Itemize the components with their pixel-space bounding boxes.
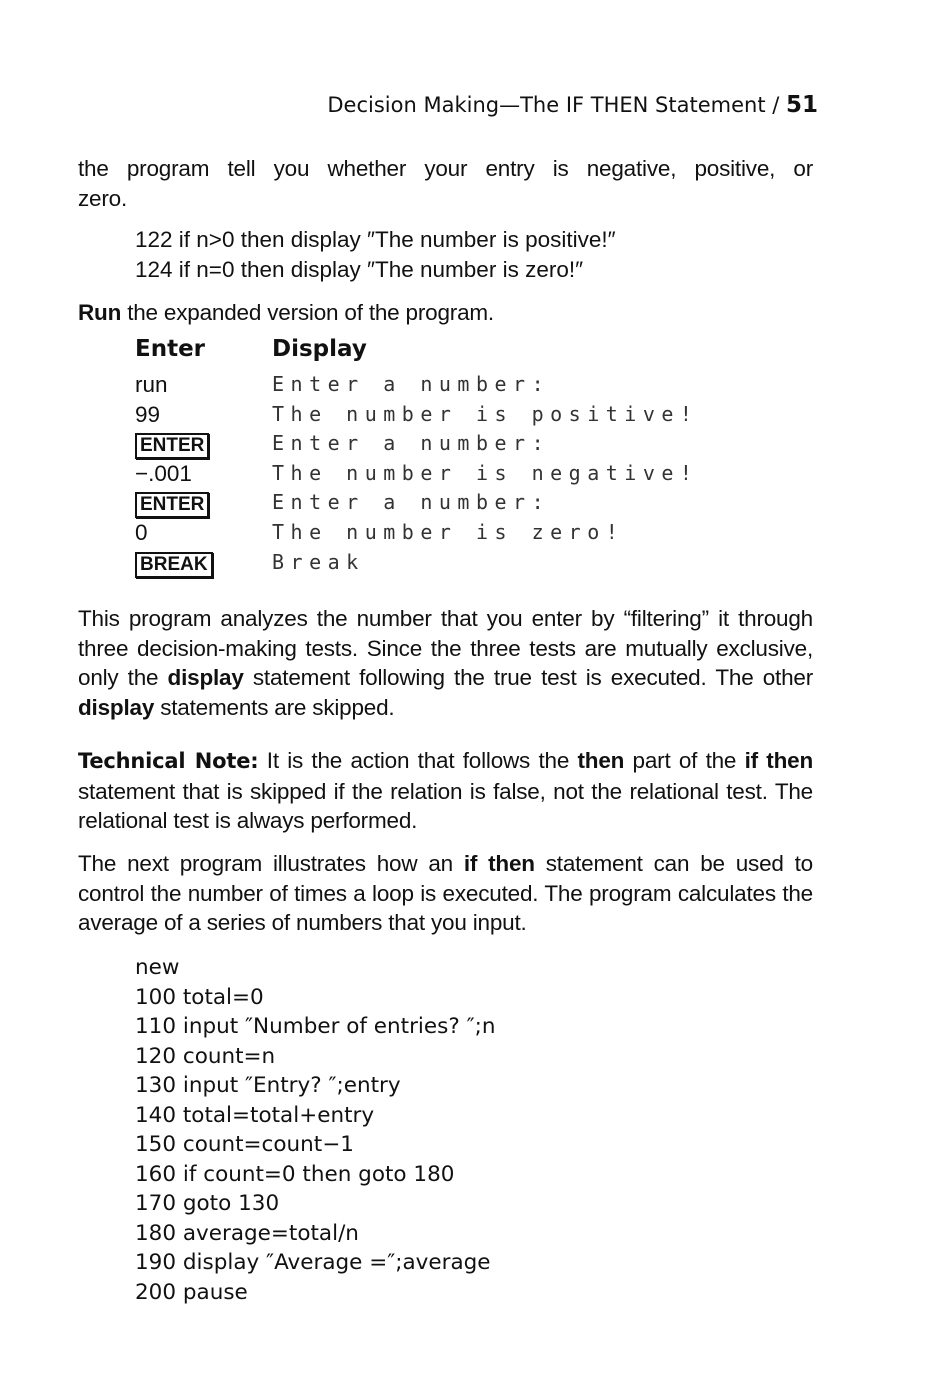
enter-cell — [135, 490, 209, 518]
code-line: 170 goto 130 — [135, 1191, 280, 1216]
tech-note-bold: if then — [744, 748, 813, 773]
display-cell: Enter a number: — [272, 490, 551, 515]
code-line: 110 input ″Number of entries? ″;n — [135, 1014, 496, 1039]
display-column-header: Display — [272, 336, 367, 362]
keycap-enter: ENTER — [135, 433, 209, 459]
enter-cell: −.001 — [135, 460, 192, 486]
code-line: 120 count=n — [135, 1043, 276, 1069]
code-line: 200 pause — [135, 1279, 248, 1305]
enter-display-row — [135, 402, 835, 432]
analysis-bold-display: display — [167, 665, 244, 690]
code-line: 122 if n>0 then display ″The number is positive!″ — [135, 227, 616, 252]
display-cell: Break — [272, 549, 365, 574]
enter-display-row — [135, 490, 835, 520]
code-line: new — [135, 955, 180, 980]
intro-line-1: the program tell you whether your entry is negative, positive, or — [78, 156, 813, 181]
technical-note — [78, 746, 813, 836]
enter-cell: 0 — [135, 520, 148, 545]
display-cell: Enter a number: — [272, 431, 551, 456]
enter-display-table — [135, 336, 835, 586]
display-cell: The number is negative! — [272, 460, 699, 485]
run-paragraph — [78, 298, 813, 328]
code-line: 140 total=total+entry — [135, 1102, 375, 1128]
analysis-text: statements are skipped. — [154, 694, 395, 720]
enter-display-row — [135, 550, 835, 580]
code-line: 150 count=count−1 — [135, 1132, 354, 1157]
enter-cell: run — [135, 372, 168, 397]
code-line: 100 total=0 — [135, 984, 264, 1010]
running-header — [308, 92, 818, 118]
analysis-text: statement following the true test is executed. The other — [243, 665, 813, 690]
display-cell: The number is positive! — [272, 401, 699, 426]
technical-note-label: Technical Note: — [78, 749, 259, 773]
enter-cell: 99 — [135, 401, 161, 427]
keycap-break: BREAK — [135, 552, 213, 578]
enter-cell — [135, 431, 209, 459]
code-block-2 — [135, 953, 495, 1307]
code-line: 124 if n=0 then display ″The number is zero!″ — [135, 256, 584, 282]
next-text: The next program illustrates how an — [78, 851, 464, 876]
tech-note-text: statement that is skipped if the relation is false, not the relational test. The relational test is always performed. — [78, 778, 813, 833]
run-text: the expanded version of the program. — [121, 300, 494, 325]
code-line: 180 average=total/n — [135, 1220, 359, 1246]
code-line: 130 input ″Entry? ″;entry — [135, 1073, 401, 1098]
intro-paragraph — [78, 154, 813, 213]
code-line: 160 if count=0 then goto 180 — [135, 1161, 455, 1187]
enter-display-row — [135, 372, 835, 402]
next-bold: if then — [463, 851, 535, 876]
next-program-paragraph — [78, 849, 813, 938]
page-number: 51 — [785, 92, 818, 118]
tech-note-text: It is the action that follows the — [258, 748, 578, 773]
analysis-bold-display: display — [78, 694, 155, 720]
intro-line-2: zero. — [78, 185, 128, 211]
analysis-paragraph — [78, 604, 813, 722]
next-text: statement can be used to control the number of times a loop is executed. The program calculates the average of a series of numbers that you input. — [78, 851, 813, 935]
tech-note-bold: then — [577, 748, 625, 773]
display-cell: Enter a number: — [272, 372, 551, 396]
enter-display-row — [135, 431, 835, 461]
code-line: 190 display ″Average =″;average — [135, 1250, 491, 1275]
run-bold: Run — [78, 300, 122, 325]
code-block-1 — [135, 225, 616, 284]
enter-display-row — [135, 461, 835, 491]
tech-note-text: part of the — [624, 748, 745, 773]
enter-display-row — [135, 520, 835, 550]
enter-cell — [135, 550, 213, 578]
enter-column-header: Enter — [135, 336, 206, 362]
keycap-enter: ENTER — [135, 492, 209, 518]
display-cell: The number is zero! — [272, 520, 625, 544]
analysis-text: This program analyzes the number that you enter by “filtering” it through three decision-making tests. Since the three tests are mutually exclusive, only the — [78, 606, 813, 690]
running-title: Decision Making—The IF THEN Statement / — [327, 93, 786, 117]
